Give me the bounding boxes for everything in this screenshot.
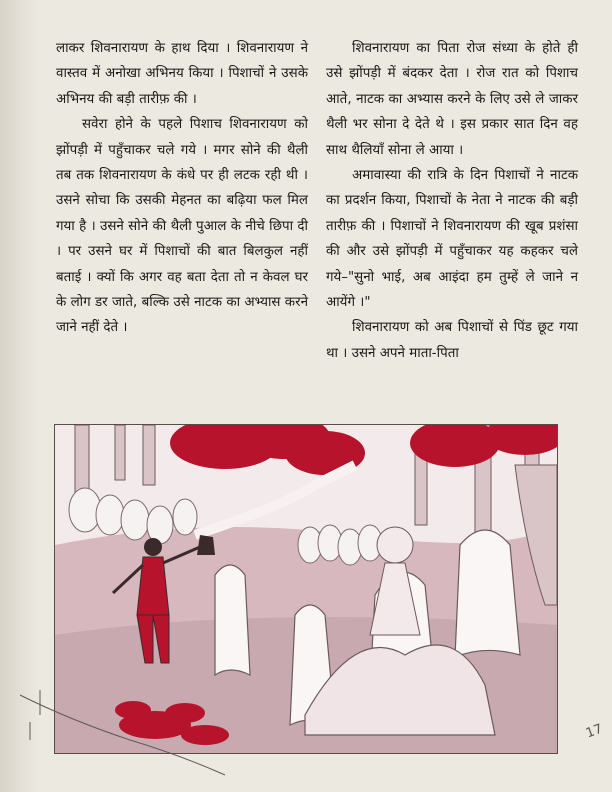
page-fold-shadow bbox=[0, 0, 40, 792]
paragraph: सवेरा होने के पहले पिशाच शिवनारायण को झोंपड़ी में पहुँचाकर चले गये । मगर सोने की थैली तब तक शिवनारायण के कंधे पर ही लटक रही थी । उसने सोचा कि उसकी मेहनत का बढ़िया फल मिल गया है । उसने सोने की थैली पुआल के नीचे छिपा दी । पर उसने घर में पिशाचों की बात बिलकुल नहीं बताई । क्यों कि अगर वह बता देता तो न केवल घर के लोग डर जाते, बल्कि उसे नाटक का अभ्यास करने जाने नहीं देते । bbox=[56, 117, 308, 336]
paragraph: लाकर शिवनारायण के हाथ दिया । शिवनारायण ने वास्तव में अनोखा अभिनय किया । पिशाचों ने उसके अभिनय की बड़ी तारीफ़ की । bbox=[56, 41, 308, 107]
paragraph: शिवनारायण का पिता रोज संध्या के होते ही उसे झोंपड़ी में बंदकर देता । रोज रात को पिशाच आते, नाटक का अभ्यास करने के लिए उसे ले जाकर थैली भर सोना दे देते थे । इस प्रकार सात दिन वह साथ थैलियाँ सोना ले आया । bbox=[326, 41, 578, 158]
right-text-column bbox=[326, 36, 578, 366]
paragraph: अमावास्या की रात्रि के दिन पिशाचों ने नाटक का प्रदर्शन किया, पिशाचों के नेता ने नाटक की बड़ी तारीफ़ की । पिशाचों ने शिवनारायण की खूब प्रशंसा की और उसे झोंपड़ी में पहुँचाकर यह कहकर चले गये–"सुनो भाई, अब आइंदा हम तुम्हें ले जाने न आयेंगे ।" bbox=[326, 168, 578, 311]
paragraph: शिवनारायण को अब पिशाचों से पिंड छूट गया था । उसने अपने माता-पिता bbox=[326, 320, 578, 361]
binding-stitch bbox=[10, 690, 230, 780]
gold-bag bbox=[197, 535, 215, 555]
left-text-column bbox=[56, 36, 308, 341]
page-number: 17 bbox=[583, 721, 605, 742]
